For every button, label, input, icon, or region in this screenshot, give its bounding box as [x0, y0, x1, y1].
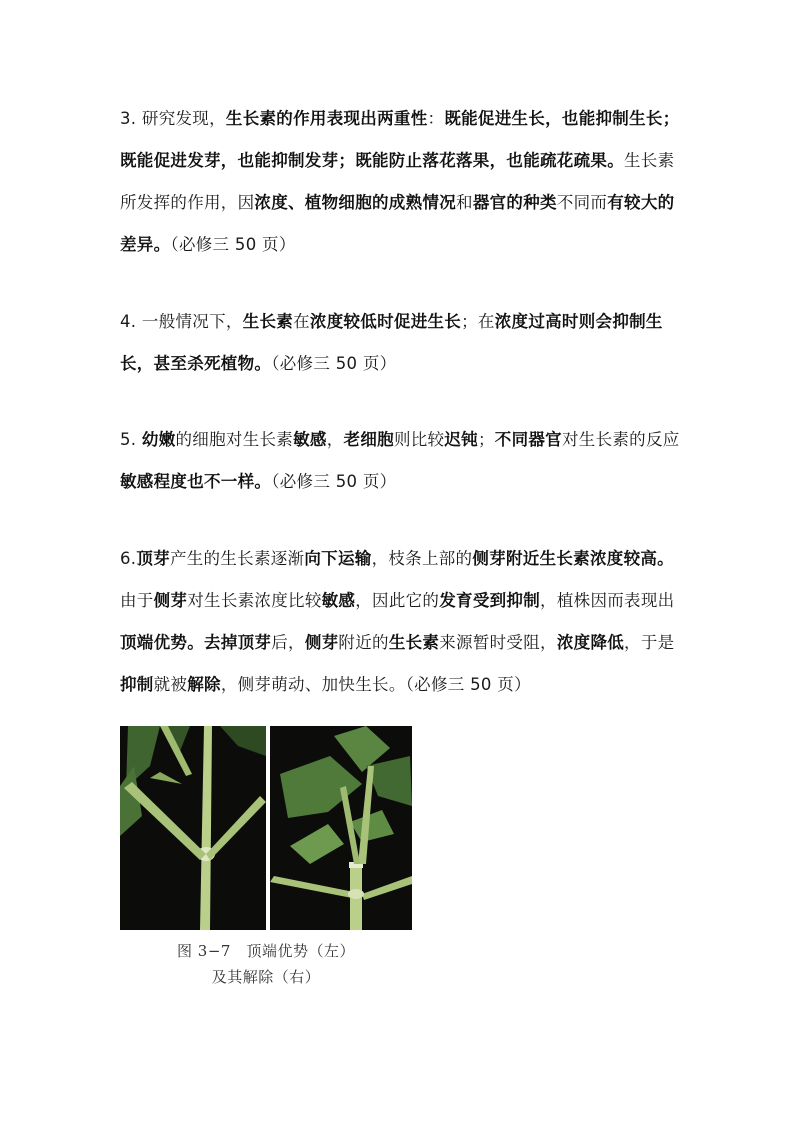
- text-segment: 和: [456, 193, 473, 212]
- bold-text-segment: 老细胞: [343, 430, 394, 449]
- text-segment: 在: [293, 312, 310, 331]
- text-segment: 则比较: [393, 430, 445, 449]
- photo-dominance-released: [270, 726, 412, 930]
- figure-photos: [120, 726, 412, 930]
- text-segment: 4. 一般情况下，: [120, 312, 243, 331]
- text-segment: 产生的生长素逐渐: [169, 549, 305, 568]
- text-segment: 5.: [120, 430, 142, 449]
- text-segment: ；: [477, 430, 495, 449]
- text-segment: 附近的: [338, 633, 389, 652]
- figure-caption-line-2: 及其解除（右）: [211, 968, 321, 986]
- bold-text-segment: 生长素的作用表现出两重性: [225, 109, 428, 128]
- bold-text-segment: 侧芽: [304, 633, 339, 652]
- text-segment: 6.: [120, 549, 137, 568]
- text-segment: 来源暂时受阻，: [439, 633, 557, 652]
- paragraph-6: [120, 538, 680, 706]
- text-segment: ：: [427, 109, 445, 128]
- bold-text-segment: 顶端优势。去掉顶芽: [120, 633, 272, 652]
- bold-text-segment: 顶芽: [136, 549, 170, 568]
- text-segment: 由于: [120, 591, 154, 610]
- text-segment: 对生长素浓度比较: [187, 591, 322, 610]
- text-segment: ，枝条上部的: [371, 549, 473, 568]
- bold-text-segment: 不同器官: [494, 430, 562, 449]
- text-segment: 不同而: [556, 193, 608, 212]
- paragraph-4: [120, 301, 680, 385]
- text-segment: 的细胞对生长素: [175, 430, 294, 449]
- paragraph-5: [120, 419, 680, 503]
- text-segment: （必修三 50 页）: [271, 472, 397, 491]
- bold-text-segment: 浓度降低: [556, 633, 625, 652]
- bold-text-segment: 敏感程度也不一样。: [120, 472, 272, 491]
- text-segment: ，: [326, 430, 344, 449]
- bold-text-segment: 浓度过高时则会抑制生长，甚至杀死植物。: [120, 312, 663, 373]
- bold-text-segment: 幼嫩: [141, 430, 176, 449]
- bold-text-segment: 浓度较低时促进生长: [309, 312, 462, 331]
- paragraph-3: [120, 98, 680, 266]
- figure-apical-dominance: [120, 726, 412, 990]
- bold-text-segment: 敏感: [293, 430, 327, 449]
- text-segment: ，于是: [624, 633, 675, 652]
- bold-text-segment: 向下运输: [304, 549, 372, 568]
- text-segment: ；在: [461, 312, 495, 331]
- bold-text-segment: 侧芽附近生长素浓度较高。: [472, 549, 674, 568]
- bold-text-segment: 生长素: [242, 312, 294, 331]
- bold-text-segment: 敏感: [321, 591, 356, 610]
- text-segment: （必修三 50 页）: [271, 354, 397, 373]
- text-segment: 3. 研究发现，: [120, 109, 226, 128]
- text-segment: ，因此它的: [355, 591, 440, 610]
- text-segment: 对生长素的反应: [561, 430, 680, 449]
- bold-text-segment: 浓度、植物细胞的成熟情况: [254, 193, 457, 212]
- text-segment: （必修三 50 页）: [170, 235, 296, 254]
- bold-text-segment: 抑制: [120, 675, 154, 694]
- text-segment: 后，: [271, 633, 305, 652]
- bold-text-segment: 器官的种类: [472, 193, 557, 212]
- photo-apical-dominance: [120, 726, 266, 930]
- figure-caption-line-1: 图 3−7 顶端优势（左）: [177, 942, 355, 960]
- bold-text-segment: 解除: [187, 675, 221, 694]
- text-segment: 就被: [153, 675, 188, 694]
- bold-text-segment: 发育受到抑制: [439, 591, 541, 610]
- text-segment: ，侧芽萌动、加快生长。（必修三 50 页）: [220, 675, 531, 694]
- bold-text-segment: 既能促进生长，也能抑制生长；既能促进发芽，也能抑制发芽；既能防止落花落果，也能疏花疏果。: [120, 109, 680, 170]
- bold-text-segment: 有较大的差异。: [120, 193, 675, 254]
- text-segment: ，植株因而表现出: [540, 591, 675, 610]
- bold-text-segment: 侧芽: [153, 591, 188, 610]
- text-segment: 生长素所发挥的作用，因: [120, 151, 675, 212]
- bold-text-segment: 迟钝: [444, 430, 478, 449]
- bold-text-segment: 生长素: [388, 633, 440, 652]
